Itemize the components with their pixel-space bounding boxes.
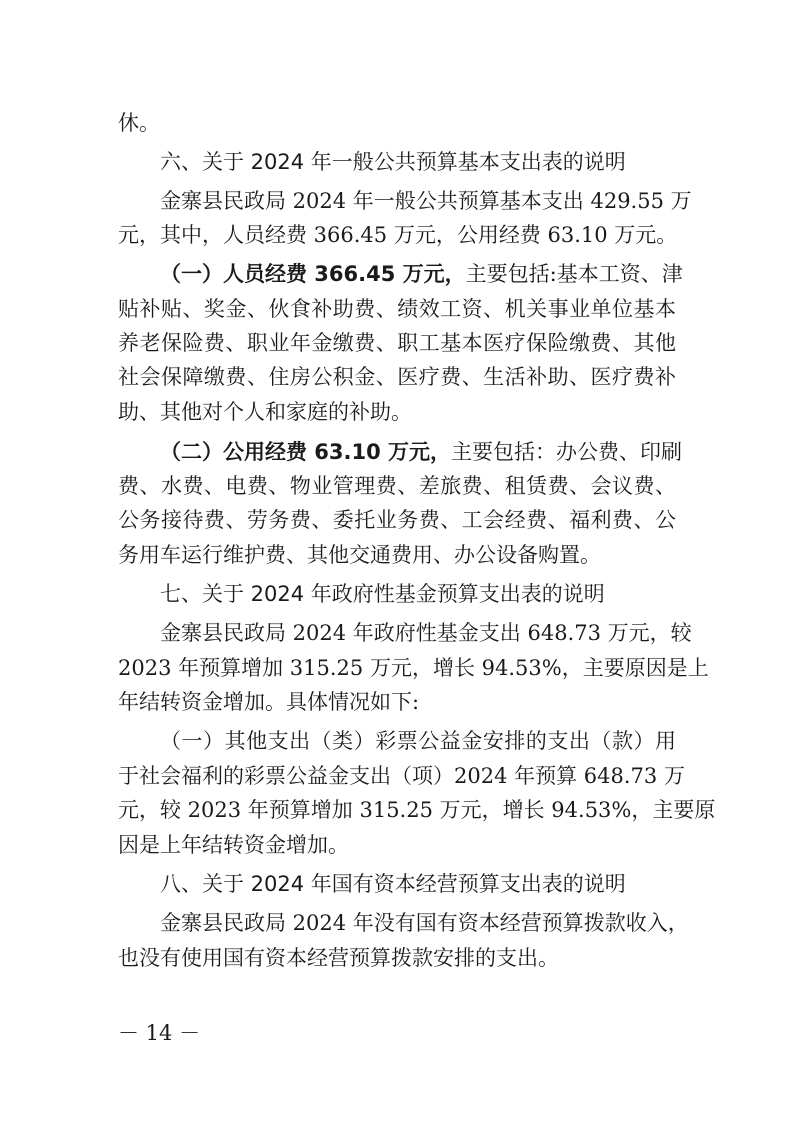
paragraph-line (160, 438, 683, 466)
section-heading-6: 六、关于 2024 年一般公共预算基本支出表的说明 (160, 150, 626, 174)
paragraph-line: 金寨县民政局 2024 年政府性基金支出 648.73 万元，较 (160, 621, 692, 645)
paragraph-line: 元，其中，人员经费 366.45 万元，公用经费 63.10 万元。 (118, 223, 678, 247)
paragraph-line: 务用车运行维护费、其他交通费用、办公设备购置。 (118, 543, 601, 567)
paragraph-line: 费、水费、电费、物业管理费、差旅费、租赁费、会议费、 (118, 474, 676, 498)
paragraph-line: （一）其他支出（类）彩票公益金安排的支出（款）用 (160, 729, 676, 753)
paragraph-line: 元，较 2023 年预算增加 315.25 万元，增长 94.53%，主要原 (118, 798, 716, 822)
paragraph-line: 金寨县民政局 2024 年没有国有资本经营预算拨款收入， (160, 911, 689, 935)
page-number: － 14 － (118, 1021, 201, 1045)
section-heading-8: 八、关于 2024 年国有资本经营预算支出表的说明 (160, 872, 626, 896)
public-expense-lead: （二）公用经费 63.10 万元， (160, 440, 452, 464)
paragraph-line: 年结转资金增加。具体情况如下: (118, 690, 420, 714)
paragraph-line (160, 260, 683, 288)
paragraph-line: 金寨县民政局 2024 年一般公共预算基本支出 429.55 万 (160, 189, 692, 213)
paragraph-line: 于社会福利的彩票公益金支出（项）2024 年预算 648.73 万 (118, 764, 685, 788)
paragraph-line: 公务接待费、劳务费、委托业务费、工会经费、福利费、公 (118, 508, 676, 532)
personnel-expense-text: 主要包括:基本工资、津 (465, 262, 683, 286)
public-expense-text: 主要包括：办公费、印刷 (451, 440, 683, 464)
paragraph-line: 养老保险费、职业年金缴费、职工基本医疗保险缴费、其他 (118, 331, 676, 355)
paragraph-line: 因是上年结转资金增加。 (118, 833, 349, 857)
paragraph-line: 2023 年预算增加 315.25 万元，增长 94.53%，主要原因是上 (118, 656, 709, 680)
personnel-expense-lead: （一）人员经费 366.45 万元， (160, 262, 466, 286)
paragraph-line: 助、其他对个人和家庭的补助。 (118, 400, 412, 424)
text-line: 休。 (118, 111, 160, 135)
paragraph-line: 贴补贴、奖金、伙食补助费、绩效工资、机关事业单位基本 (118, 297, 676, 321)
paragraph-line: 社会保障缴费、住房公积金、医疗费、生活补助、医疗费补 (118, 365, 676, 389)
section-heading-7: 七、关于 2024 年政府性基金预算支出表的说明 (160, 582, 605, 606)
paragraph-line: 也没有使用国有资本经营预算拨款安排的支出。 (118, 946, 559, 970)
